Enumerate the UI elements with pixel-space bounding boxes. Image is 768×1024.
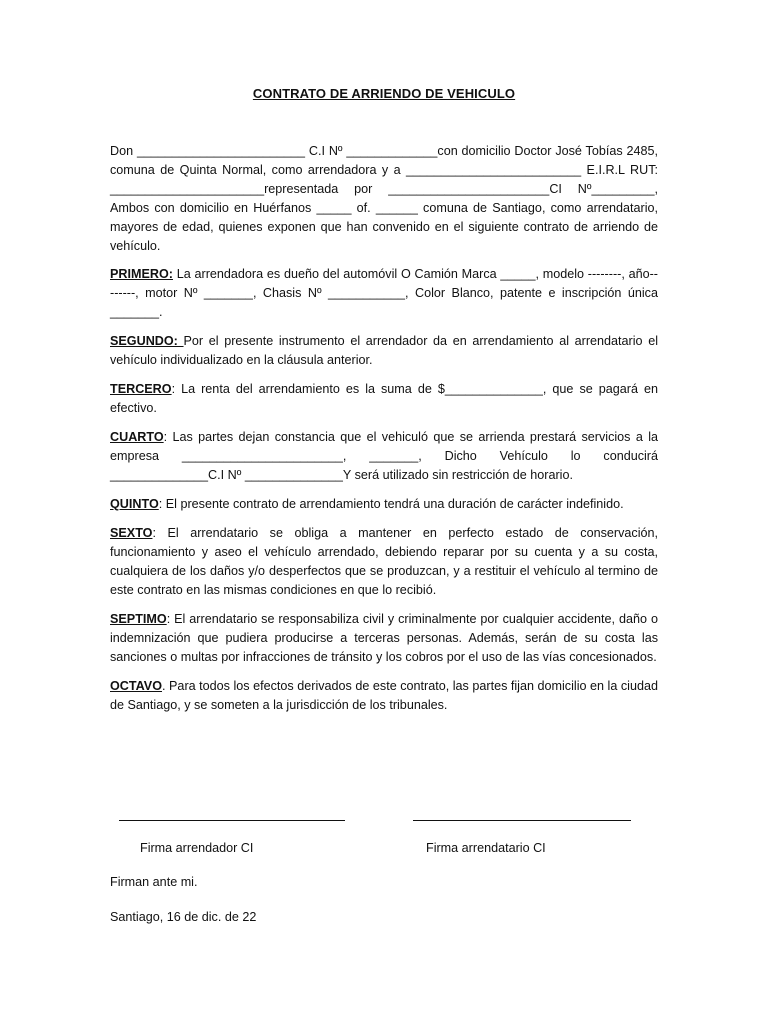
clause-heading: CUARTO	[110, 430, 164, 444]
clause-text: Por el presente instrumento el arrendador da en arrendamiento al arrendatario el vehículo individualizado en la cláusula anterior.	[110, 334, 659, 367]
clause-heading: SEPTIMO	[110, 612, 167, 626]
signature-line-arrendatario	[413, 820, 631, 821]
clause-primero	[110, 265, 658, 322]
clause-text: : El arrendatario se responsabiliza civil y criminalmente por cualquier accidente, daño o indemnización que pudiera producirse a terceras personas. Además, serán de su costa las sanciones o multas por infracciones de tránsito y los cobros por el uso de las vías concesionados.	[110, 612, 658, 664]
contract-body	[110, 142, 658, 725]
signature-label-arrendatario: Firma arrendatario CI	[426, 841, 546, 855]
clause-septimo	[110, 610, 658, 667]
clause-sexto	[110, 524, 658, 600]
clause-text: : La renta del arrendamiento es la suma de $______________, que se pagará en efectivo.	[110, 382, 658, 415]
clause-heading: SEGUNDO:	[110, 334, 184, 348]
clause-quinto	[110, 495, 658, 514]
opening-paragraph: Don ________________________ C.I Nº _____________con domicilio Doctor José Tobías 2485, comuna de Quinta Normal, como arrendadora y a _________________________ E.I.R.L RUT: ______________________representada por _______________________CI Nº_________, Ambos con domicilio en Huérfanos _____ of. ______ comuna de Santiago, como arrendatario, mayores de edad, quienes exponen que han convenido en el siguiente contrato de arriendo de vehículo.	[110, 144, 658, 253]
signature-label-arrendador: Firma arrendador CI	[140, 841, 254, 855]
document-title: CONTRATO DE ARRIENDO DE VEHICULO	[252, 86, 516, 101]
clause-text: : Las partes dejan constancia que el vehiculó que se arrienda prestará servicios a la empresa _______________________, _______, Dicho Vehículo lo conducirá ______________C.I Nº ______________Y será utilizado sin restricción de horario.	[110, 430, 658, 482]
clause-heading: SEXTO	[110, 526, 153, 540]
clause-tercero	[110, 380, 658, 418]
clause-text: La arrendadora es dueño del automóvil O Camión Marca _____, modelo --------, año--------, motor Nº _______, Chasis Nº ___________, Color Blanco, patente e inscripción única _______.	[110, 267, 658, 319]
firman-ante-text: Firman ante mi.	[110, 875, 198, 889]
clause-text: : El arrendatario se obliga a mantener en perfecto estado de conservación, funcionamiento y aseo el vehículo arrendado, debiendo reparar por su cuenta y a su costa, cualquiera de los daños y/o desperfectos que se produzcan, y a restituir el vehículo al termino de este contrato en las mismas condiciones en que lo recibió.	[110, 526, 658, 597]
clause-text: . Para todos los efectos derivados de este contrato, las partes fijan domicilio en la ciudad de Santiago, y se someten a la jurisdicción de los tribunales.	[110, 679, 658, 712]
clause-heading: PRIMERO:	[110, 267, 173, 281]
clause-cuarto	[110, 428, 658, 485]
clause-heading: OCTAVO	[110, 679, 163, 693]
date-place-text: Santiago, 16 de dic. de 22	[110, 910, 257, 924]
clause-heading: QUINTO	[110, 497, 159, 511]
clause-heading: TERCERO	[110, 382, 172, 396]
clause-segundo	[110, 332, 658, 370]
signature-line-arrendador	[119, 820, 345, 821]
clause-octavo	[110, 677, 658, 715]
clause-text: : El presente contrato de arrendamiento tendrá una duración de carácter indefinido.	[158, 497, 624, 511]
